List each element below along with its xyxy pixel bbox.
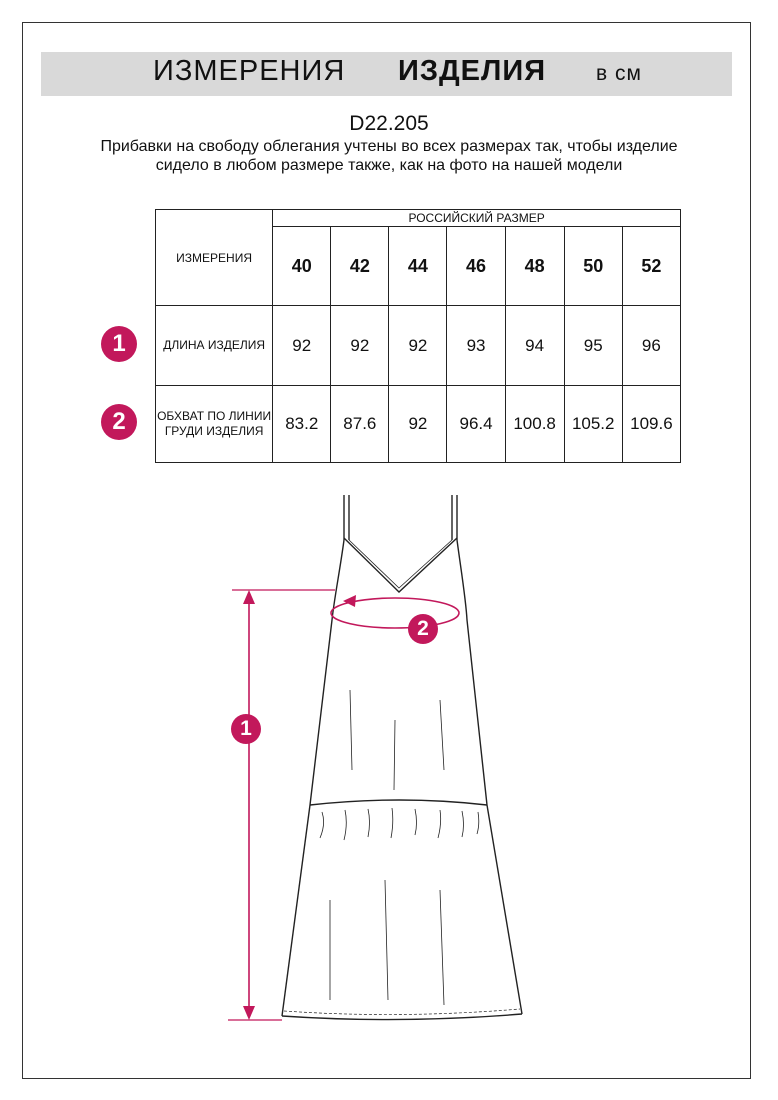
table-cell: 109.6 [622, 386, 680, 463]
dress-outline [282, 495, 522, 1020]
title-measurements: ИЗМЕРЕНИЯ [153, 55, 346, 87]
table-cell: 93 [447, 306, 505, 386]
table-cell: 87.6 [331, 386, 389, 463]
size-header: 42 [331, 227, 389, 306]
table-cell: 100.8 [505, 386, 564, 463]
skirt-left [282, 805, 310, 1016]
bust-arrow-head [343, 595, 356, 607]
length-arrow-top [243, 590, 255, 604]
size-header: 44 [389, 227, 447, 306]
row-1-badge: 1 [101, 326, 137, 362]
neckline-inner [349, 540, 452, 588]
table-cell: 96 [622, 306, 680, 386]
table-cell: 92 [331, 306, 389, 386]
title-garment: ИЗДЕЛИЯ [398, 55, 547, 87]
table-cell: 92 [389, 306, 447, 386]
size-header: 40 [273, 227, 331, 306]
table-cell: 94 [505, 306, 564, 386]
row-label: ОБХВАТ ПО ЛИНИИ ГРУДИ ИЗДЕЛИЯ [156, 386, 273, 463]
bust-marker: 2 [408, 614, 438, 644]
size-header: 46 [447, 227, 505, 306]
size-header: 48 [505, 227, 564, 306]
table-cell: 92 [389, 386, 447, 463]
table-cell: 83.2 [273, 386, 331, 463]
size-group-header: РОССИЙСКИЙ РАЗМЕР [273, 210, 681, 227]
tier-seam [310, 800, 487, 805]
left-side [310, 540, 344, 805]
size-header: 50 [564, 227, 622, 306]
hem [282, 1014, 522, 1020]
title-unit: в см [596, 62, 642, 85]
table-cell: 96.4 [447, 386, 505, 463]
skirt-right [487, 805, 522, 1014]
table-cell: 92 [273, 306, 331, 386]
length-marker: 1 [231, 714, 261, 744]
row-label: ДЛИНА ИЗДЕЛИЯ [156, 306, 273, 386]
table-cell: 95 [564, 306, 622, 386]
right-side [457, 540, 487, 805]
row-2-badge: 2 [101, 404, 137, 440]
length-arrow-bottom [243, 1006, 255, 1020]
neckline [344, 538, 457, 592]
gathers [320, 808, 479, 840]
hem-stitch [284, 1009, 520, 1015]
article-number: D22.205 [349, 112, 429, 135]
table-cell: 105.2 [564, 386, 622, 463]
size-header: 52 [622, 227, 680, 306]
folds [350, 690, 444, 790]
fit-note: Прибавки на свободу облегания учтены во всех размерах так, чтобы изделие сидело в любом размере также, как на фото на нашей модели [100, 138, 678, 174]
folds [330, 880, 444, 1005]
measure-header: ИЗМЕРЕНИЯ [156, 210, 273, 306]
